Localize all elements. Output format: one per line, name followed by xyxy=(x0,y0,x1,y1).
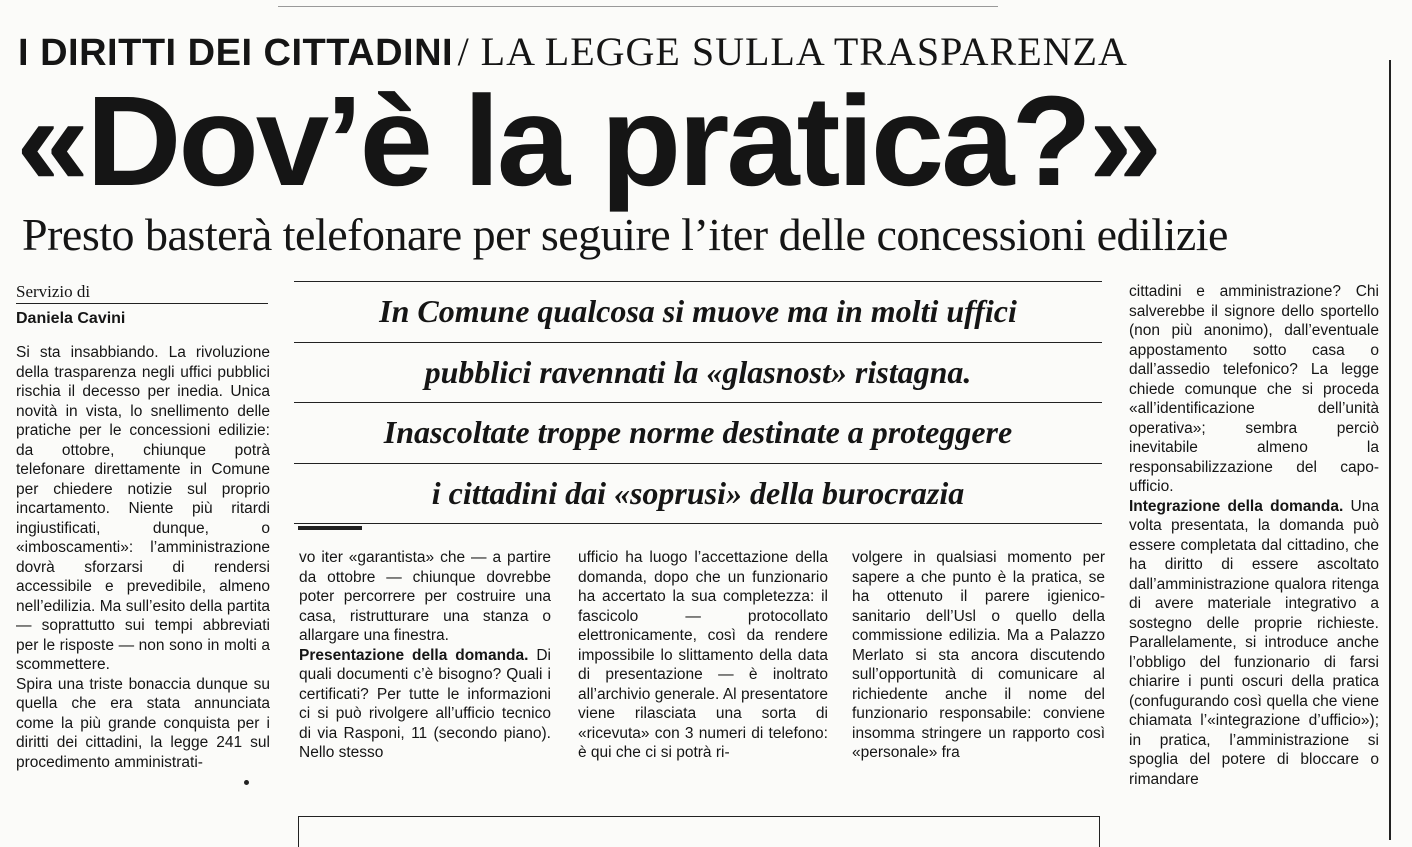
kicker xyxy=(18,28,1128,75)
subheadline: Presto basterà telefonare per seguire l’iter delle concessioni edilizie xyxy=(22,209,1228,260)
byline-service: Servizio di xyxy=(16,282,268,304)
summary-bottom-rule xyxy=(294,523,1102,524)
article-paragraph: cittadini e amministrazione? Chi salverebbe il signore dello sportello (non più anonimo), dall’eventuale appostamento sotto casa o dall’assedio telefonico? La legge chiede comunque che si proceda «all’identificazione dell’unità operativa»; sembra perciò inevitabile almeno la responsabilizzazione del capo-ufficio. xyxy=(1129,283,1379,495)
print-speck xyxy=(244,780,249,785)
summary-line: pubblici ravennati la «glasnost» ristagna. xyxy=(294,342,1102,403)
kicker-section: I DIRITTI DEI CITTADINI xyxy=(18,32,454,74)
article-column-2 xyxy=(299,548,551,763)
article-column-4 xyxy=(852,548,1105,763)
headline: «Dov’è la pratica?» xyxy=(16,70,1160,213)
summary-box xyxy=(294,281,1102,524)
byline xyxy=(16,282,268,328)
section-lead: Presentazione della domanda. xyxy=(299,646,529,664)
article-paragraph: vo iter «garantista» che — a partire da ottobre — chiunque dovrebbe poter percorrere per costruire una casa, ristrutturare una stanza o allargare una finestra. xyxy=(299,549,551,644)
section-lead: Integrazione della domanda. xyxy=(1129,497,1344,515)
article-paragraph: volgere in qualsiasi momento per sapere a che punto è la pratica, se ha ottenuto il parere igienico-sanitario dell’Usl o quello della commissione edilizia. Ma a Palazzo Merlato si sta ancora discutendo sull’opportunità di comunicare al richiedente anche il nome del funzionario responsabile: conviene insomma stringere un rapporto così «personale» fra xyxy=(852,549,1105,761)
article-column-3 xyxy=(578,548,828,763)
article-paragraph: ufficio ha luogo l’accettazione della domanda, dopo che un funzionario ha accertato la sua completezza: il fascicolo — protocollato elettronicamente, così da rendere impossibile lo slittamento della data di presentazione — è inoltrato all’archivio generale. Al presentatore viene rilasciata una sorta di «ricevuta» con 3 numeri di telefono: è qui che ci si potrà ri- xyxy=(578,549,828,761)
article-paragraph xyxy=(1129,497,1379,790)
article-paragraph: Si sta insabbiando. La rivoluzione della trasparenza negli uffici pubblici rischia il decesso per inedia. Unica novità in vista, lo snellimento delle pratiche per le concessioni edilizie: da ottobre, chiunque potrà telefonare direttamente in Comune per chiedere notizie sul proprio incartamento. Niente più ritardi ingiustificati, dunque, o «imboscamenti»: l’amministrazione dovrà sforzarsi di rendersi accessibile e prevedibile, almeno nell’edilizia. Ma sull’esito della partita — soprattutto sui tempi abbreviati per le risposte — non sono in molti a scommettere. xyxy=(16,344,270,673)
kicker-topic: / LA LEGGE SULLA TRASPARENZA xyxy=(457,29,1128,74)
article-paragraph xyxy=(299,646,551,763)
section-text: Di quali documenti c’è bisogno? Quali i certificati? Per tutte le informazioni ci si può rivolgere all’ufficio tecnico di via Rasponi, 11 (secondo piano). Nello stesso xyxy=(299,646,552,761)
column-rule-right xyxy=(1389,60,1391,840)
article-paragraph: Spira una triste bonaccia dunque su quella che era stata annunciata come la più grande conquista per i diritti dei cittadini, la legge 241 sul procedimento amministrati- xyxy=(16,675,270,771)
summary-line: In Comune qualcosa si muove ma in molti uffici xyxy=(294,281,1102,342)
article-column-1 xyxy=(16,343,270,772)
scan-top-edge-line xyxy=(278,6,998,7)
section-text: Una volta presentata, la domanda può essere completata dal cittadino, che ha diritto di essere ascoltato dall’amministrazione qualora ritenga di avere materiale integrativo a sostegno delle proprie richieste. Parallelamente, si introduce anche l’obbligo del funzionario di farsi chiarire i punti oscuri della pratica (confugurando così quella che viene chiamata l’«integrazione d’ufficio»); in pratica, l’amministrazione si spoglia del potere di bloccare o rimandare xyxy=(1129,497,1379,788)
article-column-5 xyxy=(1129,282,1379,789)
summary-accent-bar xyxy=(298,526,362,530)
summary-line: i cittadini dai «soprusi» della burocrazia xyxy=(294,463,1102,524)
byline-author: Daniela Cavini xyxy=(16,310,126,327)
bottom-box-frame xyxy=(298,816,1100,847)
summary-line: Inascoltate troppe norme destinate a proteggere xyxy=(294,402,1102,463)
